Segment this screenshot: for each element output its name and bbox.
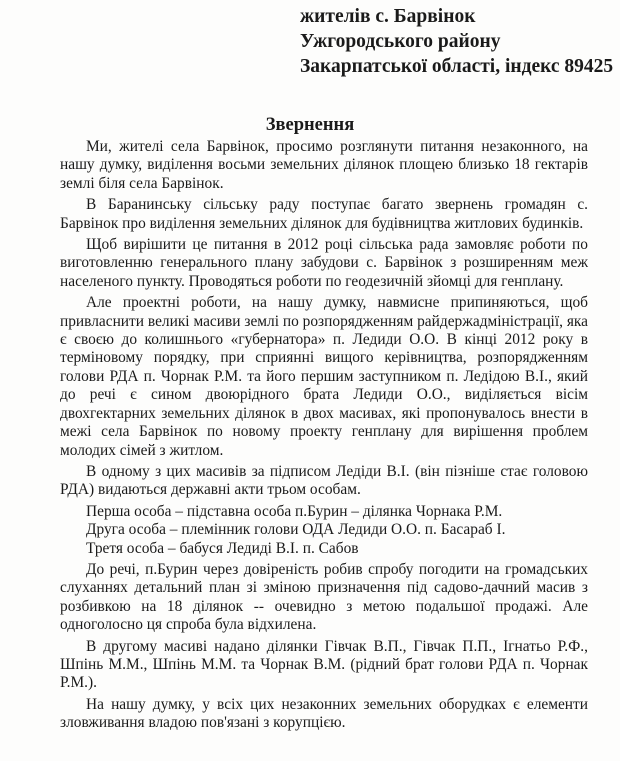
paragraph-land-allocation: Але проектні роботи, на нашу думку, навмисне припиняються, щоб привласнити великі масиви землі по розпорядженням райдержадміністрації, яка є своєю до колишнього «губернатора» п. Ледиди О.О. В кінці 2012 року в терміновому порядку, при сприянні вищого керівництва, розпорядженням голови РДА п. Чорнак Р.М. та його першим заступником п. Ледідою В.І., який до речі є сином двоюрідного брата Ледиди О.О., виділяється вісім двохгектарних земельних ділянок в двох масивах, які пропонувалось внести в межі села Барвінок по новому проекту генплану для вирішення проблем молодих сімей з житлом. [60, 294, 588, 459]
paragraph-request: Ми, жителі села Барвінок, просимо розглянути питання незаконного, на нашу думку, виділення восьми земельних ділянок площею близько 18 гектарів землі біля села Барвінок. [60, 138, 588, 192]
paragraph-second-person: Друга особа – племінник голови ОДА Ледиди О.О. п. Басараб І. [86, 521, 506, 539]
paragraph-public-hearings: До речі, п.Бурин через довіреність робив спробу погодити на громадських слуханнях детальний план зі зміною призначення під садово-дачний масив з розбивкою на 18 ділянок -- очевидно з метою подальшої продажі. Але одноголосно ця спроба була відхилена. [60, 560, 588, 634]
paragraph-corruption: На нашу думку, у всіх цих незаконних земельних оборудках є елементи зловживання владою пов'язані з корупцією. [60, 695, 588, 732]
document-body [60, 138, 588, 736]
paragraph-state-acts: В одному з цих масивів за підписом Ледіди В.І. (він пізніше стає головою РДА) видаються державні акти трьом особам. [60, 462, 588, 499]
sender-line-residents: жителів с. Барвінок [300, 6, 476, 27]
sender-line-region-index: Закарпатської області, індекс 89425 [300, 56, 614, 77]
paragraph-third-person: Третя особа – бабуся Ледиді В.І. п. Сабов [86, 539, 359, 557]
paragraph-general-plan: Щоб вирішити це питання в 2012 році сільська рада замовляє роботи по виготовленню генерального плану забудови с. Барвінок з розширенням меж населеного пункту. Проводяться роботи по геодезичній зйомці для генплану. [60, 236, 588, 290]
sender-line-district: Ужгородського району [300, 31, 501, 52]
paragraph-second-massif: В другому масиві надано ділянки Гівчак В.П., Гівчак П.П., Ігнатьо Р.Ф., Шпінь М.М., Шпінь М.М. та Чорнак В.М. (рідний брат голови РДА п. Чорнак Р.М.). [60, 637, 588, 692]
paragraph-appeals: В Баранинську сільську раду поступає багато звернень громадян с. Барвінок про виділення земельних ділянок для будівництва житлових будинків. [60, 196, 588, 232]
sender-address-block [300, 4, 618, 79]
paragraph-first-person: Перша особа – підставна особа п.Бурин – ділянка Чорнака Р.М. [86, 502, 503, 520]
document-title: Звернення [265, 115, 355, 135]
